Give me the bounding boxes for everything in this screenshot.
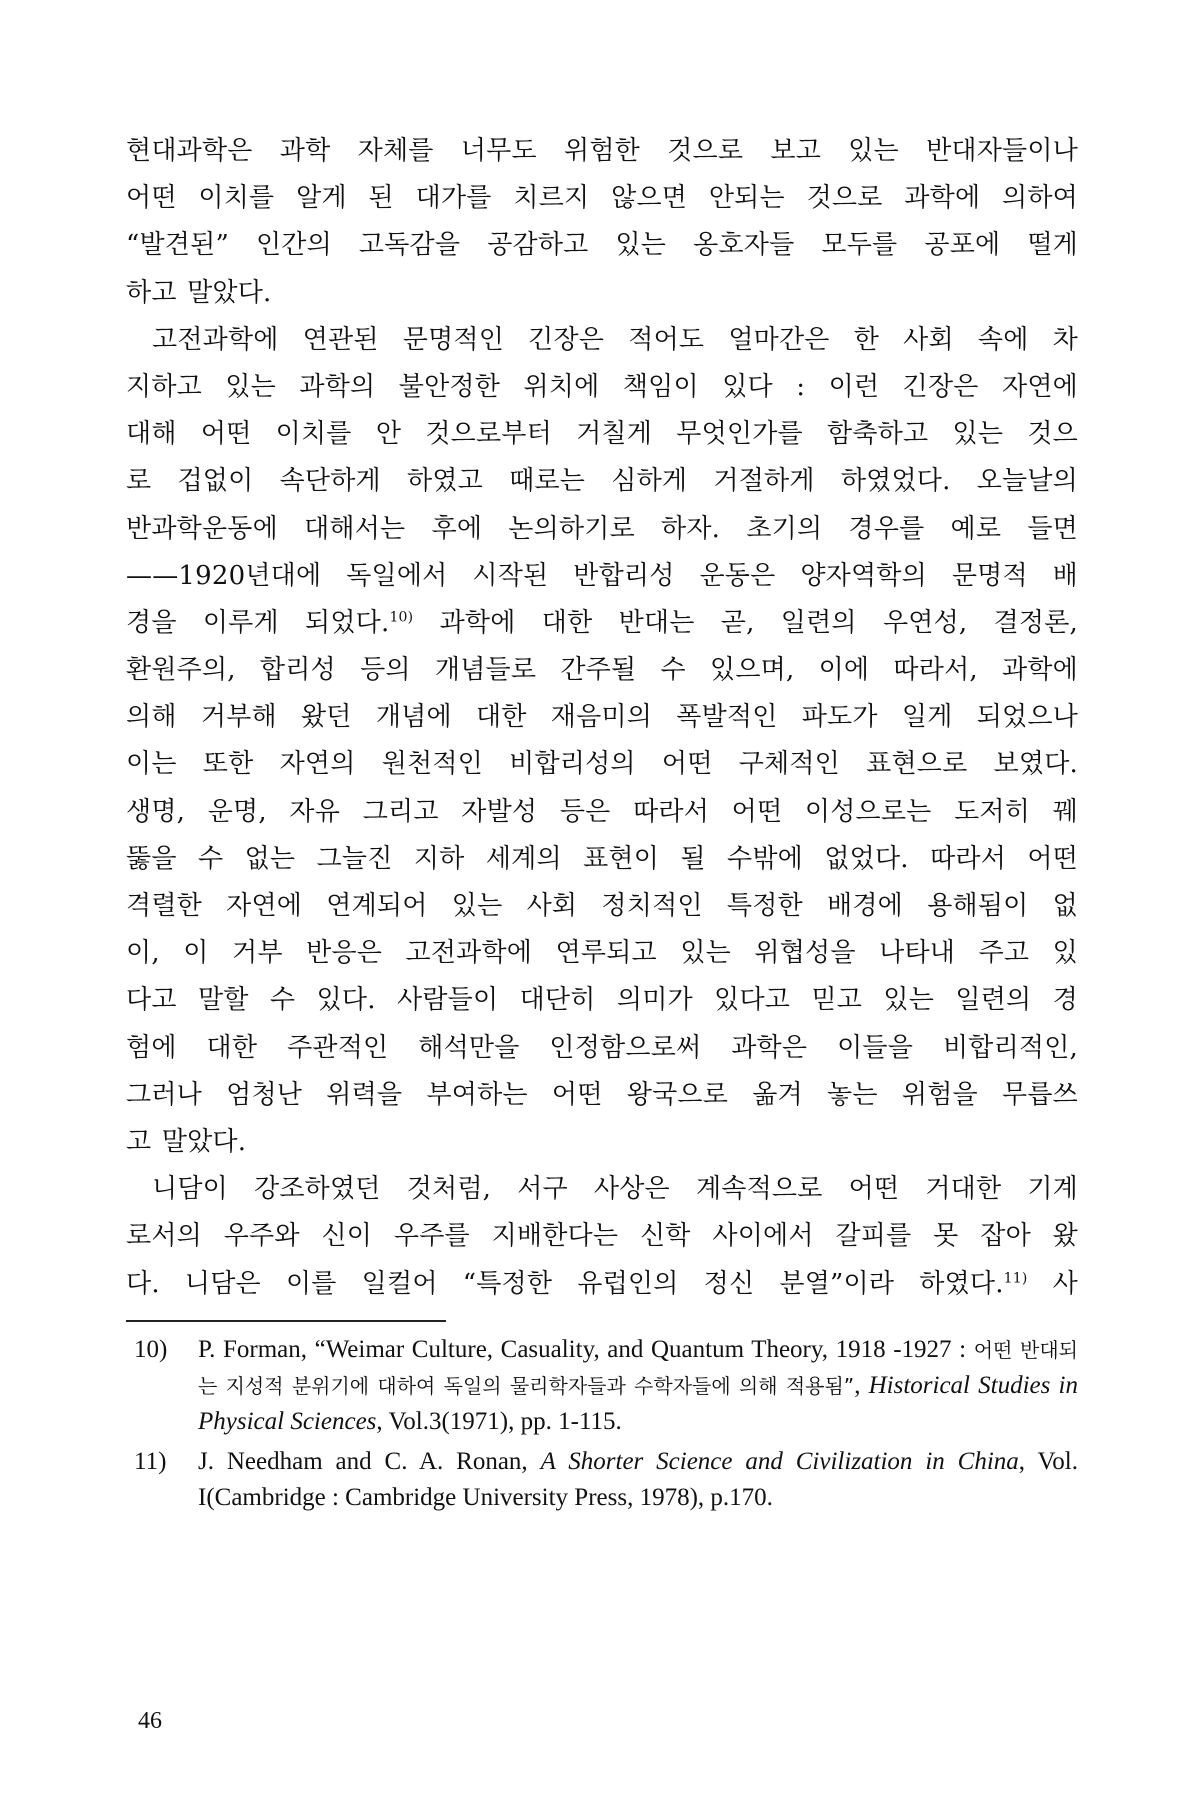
footnote-divider <box>126 1320 446 1322</box>
text-segment: 경을 이루게 되었다. <box>126 607 390 638</box>
footnote-11 <box>126 1444 1078 1516</box>
footnote-text: , Vol. I(Cambridge : Cambridge University Press, 1978), p.170. <box>198 1447 1078 1511</box>
text-line: 하고 말았다. <box>126 277 272 308</box>
footnote-text: , Vol.3(1971), pp. 1-115. <box>376 1407 622 1435</box>
text-line: 환원주의, 합리성 등의 개념들로 간주될 수 있으며, 이에 따라서, 과학에 <box>126 655 1078 686</box>
text-line: ——1920년대에 독일에서 시작된 반합리성 운동은 양자역학의 문명적 배 <box>126 560 1078 591</box>
text-line: 이는 또한 자연의 원천적인 비합리성의 어떤 구체적인 표현으로 보였다. <box>126 749 1078 780</box>
text-line: 로서의 우주와 신이 우주를 지배한다는 신학 사이에서 갈피를 못 잡아 왔 <box>126 1221 1078 1252</box>
text-line-with-ref <box>126 600 1078 647</box>
text-line: 생명, 운명, 자유 그리고 자발성 등은 따라서 어떤 이성으로는 도저히 꿰 <box>126 796 1078 827</box>
footnote-text: , <box>854 1371 869 1399</box>
text-line: 대해 어떤 이치를 안 것으로부터 거칠게 무엇인가를 함축하고 있는 것으 <box>126 419 1078 450</box>
footnote-text: P. Forman, “Weimar Culture, Casuality, and Quantum Theory, 1918 -1927 : <box>198 1335 974 1363</box>
text-segment: 사 <box>1052 1268 1078 1299</box>
text-line: 험에 대한 주관적인 해석만을 인정함으로써 과학은 이들을 비합리적인, <box>126 1032 1078 1063</box>
text-line: 니담이 강조하였던 것처럼, 서구 사상은 계속적으로 어떤 거대한 기계 <box>152 1174 1078 1205</box>
text-line: 뚫을 수 없는 그늘진 지하 세계의 표현이 될 수밖에 없었다. 따라서 어떤 <box>126 843 1078 874</box>
page-number: 46 <box>138 1708 162 1734</box>
footnote-number: 11) <box>134 1447 167 1475</box>
footnote-number: 10) <box>134 1335 168 1363</box>
footnote-10 <box>126 1332 1078 1440</box>
footnote-text: J. Needham and C. A. Ronan, <box>198 1447 541 1475</box>
text-line: “발견된” 인간의 고독감을 공감하고 있는 옹호자들 모두를 공포에 떨게 <box>126 230 1078 261</box>
text-line: 격렬한 자연에 연계되어 있는 사회 정치적인 특정한 배경에 용해됨이 없 <box>126 891 1078 921</box>
footnote-book-title: A Shorter Science and Civilization in China <box>540 1447 1019 1475</box>
text-line-with-ref <box>126 1261 1078 1308</box>
text-line: 지하고 있는 과학의 불안정한 위치에 책임이 있다 : 이런 긴장은 자연에 <box>126 371 1078 402</box>
text-line: 그러나 엄청난 위력을 부여하는 어떤 왕국으로 옮겨 놓는 위험을 무릅쓰 <box>126 1079 1078 1110</box>
text-line: 고 말았다. <box>126 1126 247 1157</box>
text-line: 다고 말할 수 있다. 사람들이 대단히 의미가 있다고 믿고 있는 일련의 경 <box>126 985 1078 1016</box>
text-line: 현대과학은 과학 자체를 너무도 위험한 것으로 보고 있는 반대자들이나 <box>126 136 1078 166</box>
text-line: 의해 거부해 왔던 개념에 대한 재음미의 폭발적인 파도가 일게 되었으나 <box>126 702 1078 733</box>
text-line: 어떤 이치를 알게 된 대가를 치르지 않으면 안되는 것으로 과학에 의하여 <box>126 183 1078 214</box>
text-line: 로 겁없이 속단하게 하였고 때로는 심하게 거절하게 하였었다. 오늘날의 <box>126 466 1078 497</box>
footnotes <box>126 1332 1078 1516</box>
footnote-body <box>198 1332 1078 1440</box>
text-segment: 다. 니담은 이를 일컬어 “특정한 유럽인의 정신 분열”이라 하였다. <box>126 1268 1004 1299</box>
footnote-korean-text: 어떤 반대되는 지성적 분위기에 대하여 독일의 물리학자들과 수학자들에 의해 적용됨” <box>198 1337 1078 1398</box>
footnote-ref-11: 11) <box>1003 1269 1028 1286</box>
text-segment: 과학에 대한 반대는 곧, 일련의 우연성, 결정론, <box>439 607 1078 638</box>
text-line: 고전과학에 연관된 문명적인 긴장은 적어도 얼마간은 한 사회 속에 차 <box>152 324 1078 355</box>
footnote-ref-10: 10) <box>389 609 414 626</box>
text-line: 반과학운동에 대해서는 후에 논의하기로 하자. 초기의 경우를 예로 들면 <box>126 513 1078 544</box>
book-page <box>126 128 1078 1788</box>
footnote-journal-title: Historical Studies in Physical Sciences <box>198 1371 1079 1435</box>
main-text <box>126 128 1078 1308</box>
footnote-body <box>198 1444 1078 1516</box>
text-line: 이, 이 거부 반응은 고전과학에 연루되고 있는 위협성을 나타내 주고 있 <box>126 938 1078 969</box>
